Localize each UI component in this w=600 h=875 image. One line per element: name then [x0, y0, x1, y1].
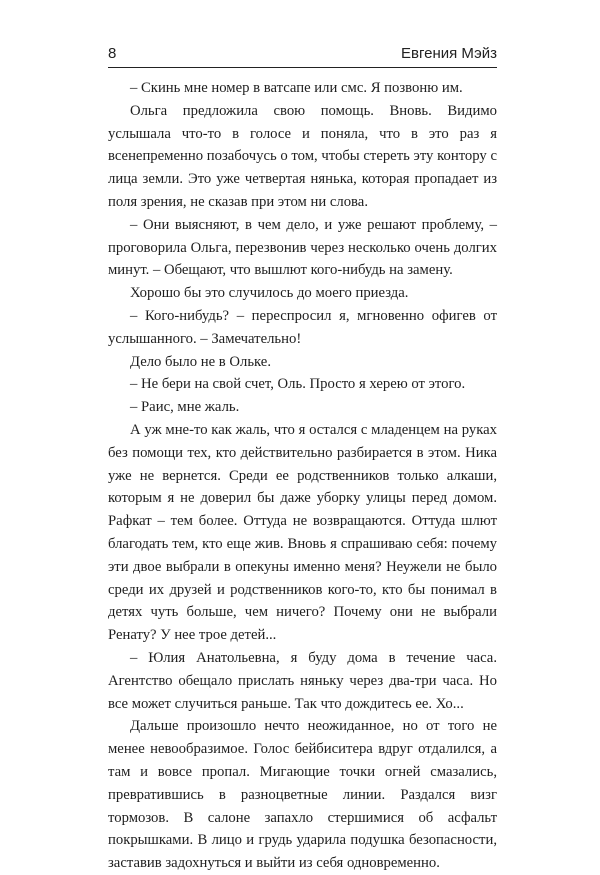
paragraph: – Кого-нибудь? – переспросил я, мгновенно офигев от услышанного. – Замечательно! — [108, 307, 497, 347]
paragraph: Ольга предложила свою помощь. Вновь. Видимо услышала что-то в голосе и поняла, что в это раз я всенепременно позабочусь о том, чтобы стереть эту контору с лица земли. Это уже четвертая нянька, которая пропадает из поля зрения, не сказав при этом ни слова. — [108, 102, 497, 210]
page-number: 8 — [108, 45, 117, 62]
paragraph: Хорошо бы это случилось до моего приезда. — [130, 285, 409, 302]
paragraph: Дальше произошло нечто неожиданное, но от того не менее невообразимое. Голос бейбиситера вдруг отдалился, а там и вовсе пропал. Мигающие точки огней смазались, превратившись в разноцветные линии. Раздался визг тормозов. В салоне запахло стершимися об асфальт покрышками. В лицо и грудь ударила подушка безопасности, заставив задохнуться и выйти из себя одновременно. — [108, 718, 497, 872]
paragraph: – Юлия Анатольевна, я буду дома в течение часа. Агентство обещало прислать няньку через два-три часа. Но все может случиться раньше. Так что дождитесь ее. Хо... — [108, 649, 497, 712]
paragraph: – Раис, мне жаль. — [130, 399, 240, 416]
body-text — [108, 77, 497, 875]
page-header — [108, 41, 497, 67]
paragraph: – Скинь мне номер в ватсапе или смс. Я позвоню им. — [130, 80, 463, 96]
paragraph: Дело было не в Ольке. — [130, 353, 272, 370]
header-rule — [108, 67, 497, 68]
paragraph: – Не бери на свой счет, Оль. Просто я херею от этого. — [130, 376, 466, 393]
paragraph: А уж мне-то как жаль, что я остался с младенцем на руках без помощи тех, кто действительно разбирается в этом. Ника уже не вернется. Среди ее родственников только алкаши, которым я не доверил бы даже уборку улицы перед домом. Рафкат – тем более. Оттуда не возвращаются. Оттуда шлют благодать тем, кто еще жив. Вновь я спрашиваю себя: почему эти двое выбрали в опекуны именно меня? Неужели не было среди их друзей и родственников кого-то, кто бы понимал в детях чуть больше, чем ничего? Почему они не выбрали Ренату? У нее трое детей... — [108, 421, 497, 644]
running-head-author: Евгения Мэйз — [401, 45, 497, 62]
paragraph: – Они выясняют, в чем дело, и уже решают проблему, – проговорила Ольга, перезвонив через несколько очень долгих минут. – Обещают, что вышлют кого-нибудь на замену. — [108, 216, 497, 279]
